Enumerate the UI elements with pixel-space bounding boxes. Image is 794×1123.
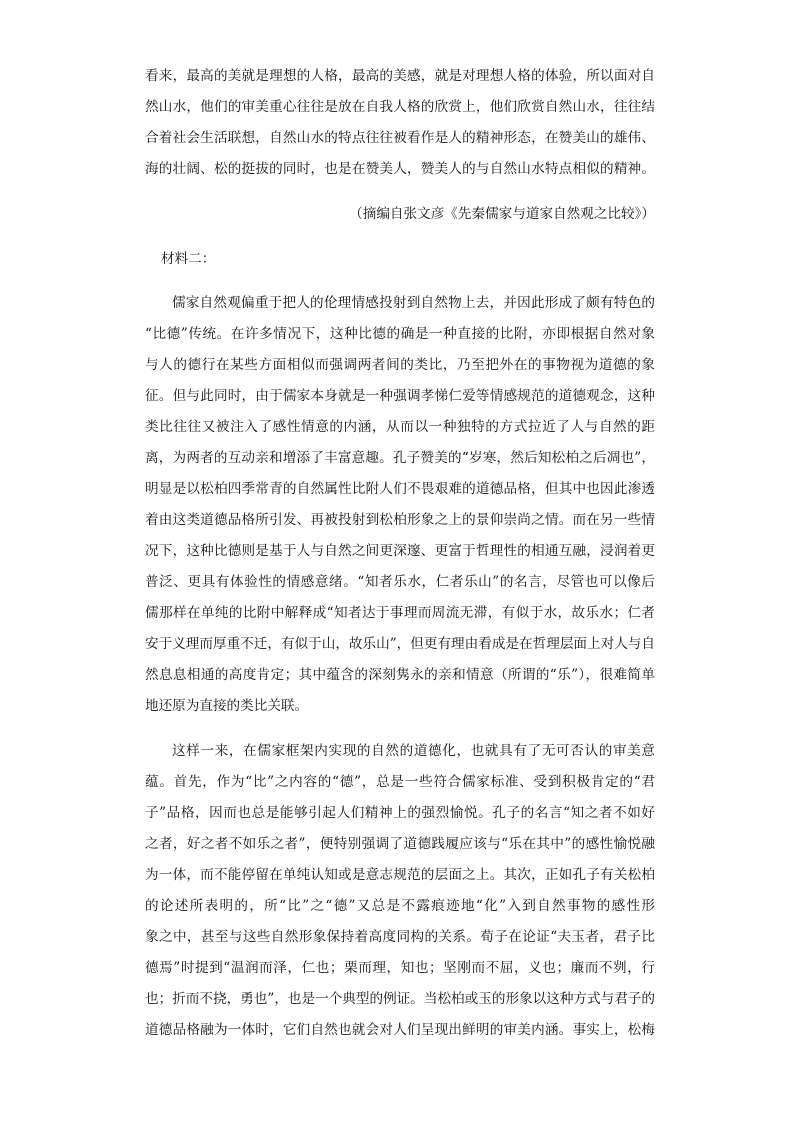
- text-line: 地还原为直接的类比关联。: [145, 698, 309, 714]
- text-line: 的论述所表明的，所“比”之“德”又总是不露痕迹地“化”入到自然事物的感性形: [145, 898, 655, 914]
- text-line: 之者，好之者不如乐之者”，便特别强调了道德践履应该与“乐在其中”的感性愉悦融: [145, 836, 655, 852]
- text-line: 与人的德行在某些方面相似而强调两者间的类比，乃至把外在的事物视为道德的象: [145, 357, 655, 373]
- text-line: 这样一来，在儒家框架内实现的自然的道德化，也就具有了无可否认的审美意: [172, 743, 655, 759]
- text-line: 安于义理而厚重不迁，有似于山，故乐山”，但更有理由看成是在哲理层面上对人与自: [145, 636, 655, 652]
- text-line: 看来，最高的美就是理想的人格，最高的美感，就是对理想人格的体验，所以面对自: [145, 68, 655, 84]
- text-line: 儒那样在单纯的比附中解释成“知者达于事理而周流无滞，有似于水，故乐水；仁者: [145, 605, 655, 621]
- text-line: 儒家自然观偏重于把人的伦理情感投射到自然物上去，并因此形成了颇有特色的: [172, 295, 655, 311]
- text-line: 征。但与此同时，由于儒家本身就是一种强调孝悌仁爱等情感规范的道德观念，这种: [145, 388, 655, 404]
- text-line: 然山水，他们的审美重心往往是放在自我人格的欣赏上，他们欣赏自然山水，往往结: [145, 99, 655, 115]
- text-line: 为一体，而不能停留在单纯认知或是意志规范的层面之上。其次，正如孔子有关松柏: [145, 867, 655, 883]
- text-line: 普泛、更具有体验性的情感意绪。“知者乐水，仁者乐山”的名言，尽管也可以像后: [145, 574, 655, 590]
- source-citation: （摘编自张文彦《先秦儒家与道家自然观之比较》）: [349, 206, 655, 222]
- text-line: 然息息相通的高度肯定；其中蕴含的深刻隽永的亲和情意（所谓的“乐”），很难简单: [145, 667, 655, 683]
- text-line: 也；折而不挠，勇也”，也是一个典型的例证。当松柏或玉的形象以这种方式与君子的: [145, 991, 655, 1007]
- text-line: 道德品格融为一体时，它们自然也就会对人们呈现出鲜明的审美内涵。事实上，松梅: [145, 1022, 655, 1038]
- text-line: 明显是以松柏四季常青的自然属性比附人们不畏艰难的道德品格，但其中也因此渗透: [145, 481, 655, 497]
- text-line: “比德”传统。在许多情况下，这种比德的确是一种直接的比附，亦即根据自然对象: [145, 326, 655, 342]
- text-line: 合着社会生活联想，自然山水的特点往往被看作是人的精神形态，在赞美山的雄伟、: [145, 130, 655, 146]
- text-line: 类比往往又被注入了感性情意的内涵，从而以一种独特的方式拉近了人与自然的距: [145, 419, 655, 435]
- text-line: 德焉”时提到“温润而泽，仁也；栗而理，知也；坚刚而不屈，义也；廉而不刿，行: [145, 960, 655, 976]
- text-line: 况下，这种比德则是基于人与自然之间更深邃、更富于哲理性的相通互融，浸润着更: [145, 543, 655, 559]
- text-line: 子”品格，因而也总是能够引起人们精神上的强烈愉悦。孔子的名言“知之者不如好: [145, 805, 655, 821]
- text-line: 着由这类道德品格所引发、再被投射到松柏形象之上的景仰崇尚之情。而在另一些情: [145, 512, 655, 528]
- text-line: 离，为两者的互动亲和增添了丰富意趣。孔子赞美的“岁寒，然后知松柏之后凋也”，: [145, 450, 655, 466]
- text-line: 海的壮阔、松的挺拔的同时，也是在赞美人，赞美人的与自然山水特点相似的精神。: [145, 161, 655, 177]
- text-line: 象之中，甚至与这些自然形象保持着高度同构的关系。荀子在论证“夫玉者，君子比: [145, 929, 655, 945]
- section-heading: 材料二：: [161, 251, 216, 267]
- text-line: 蕴。首先，作为“比”之内容的“德”，总是一些符合儒家标准、受到积极肯定的“君: [145, 774, 655, 790]
